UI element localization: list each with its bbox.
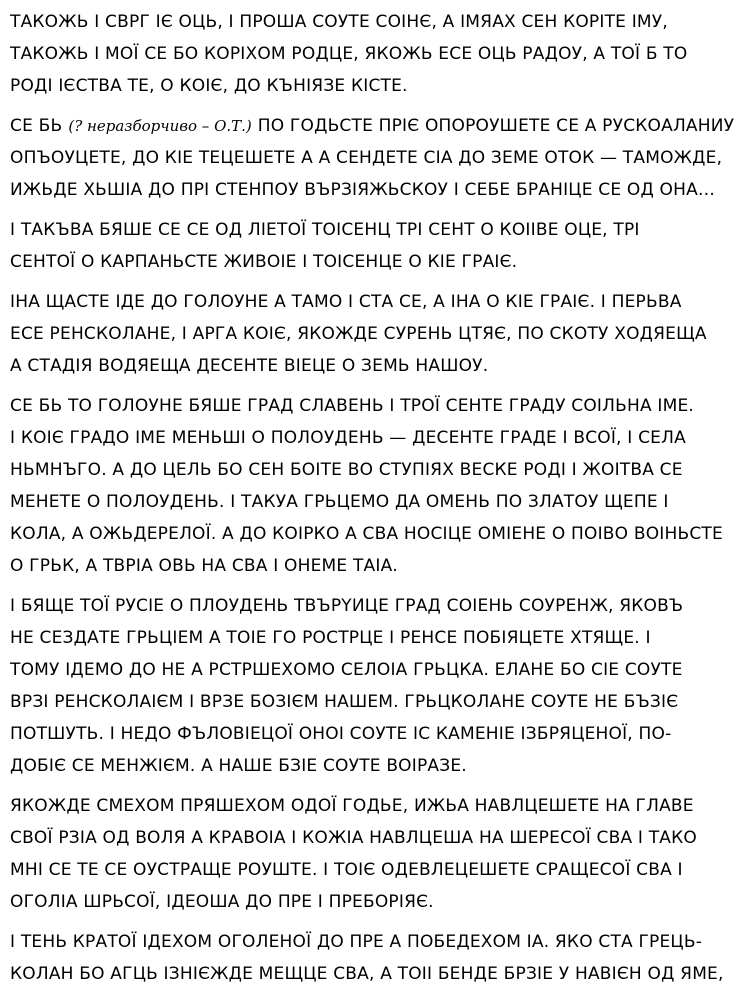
text-line: НЬМНЪГО. А ДО ЦЕЛЬ БО СЕН БОІТЕ ВО СТУПІЯХ ВЕСКЕ РОДІ І ЖОІТВА СЕ <box>10 460 683 480</box>
line-start: СЕ БЬ <box>10 116 63 136</box>
text-line: ИЖЬДЕ ХЬШІА ДО ПРІ СТЕНПОУ ВЪРЗІЯЖЬСКОУ І СЕБЕ БРАНІЦЕ СЕ ОД ОНА… <box>10 180 716 200</box>
text-line: ОГОЛІА ШРЬСОЇ, ІДЕОША ДО ПРЕ І ПРЕБОРІЯЄ. <box>10 892 434 912</box>
text-line: ДОБІЄ СЕ МЕНЖІЄМ. А НАШЕ БЗІЕ СОУТЕ ВОІРАЗЕ. <box>10 756 467 776</box>
text-line: О ГРЬК, А ТВРІА ОВЬ НА СВА І ОНЕМЕ ТАІА. <box>10 556 399 576</box>
text-line: МНІ СЕ ТЕ СЕ ОУСТРАЩЕ РОУШТЕ. І ТОІЄ ОДЕВЛЕЦЕШЕТЕ СРАЩЕСОЇ СВА І <box>10 860 683 880</box>
text-line: КОЛАН БО АГЦЬ ІЗНІЄЖДЕ МЕЩЦЕ СВА, А ТОІІ БЕНДЕ БРЗІЕ У НАВІЄН ОД ЯМЕ, <box>10 964 724 984</box>
text-line: МЕНЕТЕ О ПОЛОУДЕНЬ. І ТАКУА ГРЬЦЕМО ДА ОМЕНЬ ПО ЗЛАТОУ ЩЕПЕ І <box>10 492 669 512</box>
text-line: І ТАКЪВА БЯШЕ СЕ СЕ ОД ЛІЕТОЇ ТОІСЕНЦ ТРІ СЕНТ О КОІІВЕ ОЦЕ, ТРІ <box>10 220 640 240</box>
text-line: ТАКОЖЬ І СВРГ ІЄ ОЦЬ, І ПРОША СОУТЕ СОІНЄ, А ІМЯАХ СЕН КОРІТЕ ІМУ, <box>10 12 668 32</box>
paragraph-8 <box>10 926 724 990</box>
text-line <box>10 110 734 142</box>
text-line: НЕ СЕЗДАТЕ ГРЬЦІЕМ А ТОІЕ ГО РОСТРЦЕ І РЕНСЕ ПОБІЯЦЕТЕ ХТЯЩЕ. І <box>10 628 651 648</box>
text-line: ОПЪОУЦЕТЕ, ДО КІЕ ТЕЦЕШЕТЕ А А СЕНДЕТЕ СІА ДО ЗЕМЕ ОТОК — ТАМОЖДЕ, <box>10 148 723 168</box>
text-line: І ТЕНЬ КРАТОЇ ІДЕХОМ ОГОЛЕНОЇ ДО ПРЕ А ПОБЕДЕХОМ ІА. ЯКО СТА ГРЕЦЬ- <box>10 932 703 952</box>
text-line: ВРЗІ РЕНСКОЛАІЄМ І ВРЗЕ БОЗІЄМ НАШЕМ. ГРЬЦКОЛАНЕ СОУТЕ НЕ БЪЗІЄ <box>10 692 679 712</box>
text-line: ТАКОЖЬ І МОЇ СЕ БО КОРIХОМ РОДЦЕ, ЯКОЖЬ ЕСЕ ОЦЬ РАДОУ, А ТОЇ Б ТО <box>10 44 688 64</box>
text-line: ІНА ЩАСТЕ ІДЕ ДО ГОЛОУНЕ А ТАМО І СТА СЕ, А ІНА О КІЕ ГРАІЄ. І ПЕРЬВА <box>10 292 682 312</box>
text-line: СЕ БЬ ТО ГОЛОУНЕ БЯШЕ ГРАД СЛАВЕНЬ І ТРОЇ СЕНТЕ ГРАДУ СОІЛЬНА ІМЕ. <box>10 396 695 416</box>
text-line: І БЯЩЕ ТОЇ РУСІЕ О ПЛОУДЕНЬ ТВЪРYИЦЕ ГРАД СОІЕНЬ СОУРЕНЖ, ЯКОВЪ <box>10 596 684 616</box>
editor-note: (? неразборчиво – О.Т.) <box>68 117 252 135</box>
paragraph-1 <box>10 6 688 102</box>
text-line: ПОТШУТЬ. І НЕДО ФЪЛОВІЕЦОЇ ОНОІ СОУТЕ ІС КАМЕНІЕ ІЗБРЯЦЕНОЇ, ПО- <box>10 724 672 744</box>
text-line: А СТАДІЯ ВОДЯЕЩА ДЕСЕНТЕ ВІЕЦЕ О ЗЕМЬ НАШОУ. <box>10 356 489 376</box>
paragraph-3 <box>10 214 640 278</box>
text-line: СВОЇ РЗІА ОД ВОЛЯ А КРАВОІА І КОЖІА НАВЛЦЕША НА ШЕРЕСОЇ СВА І ТАКО <box>10 828 697 848</box>
paragraph-2 <box>10 110 734 206</box>
paragraph-6 <box>10 590 684 782</box>
paragraph-4 <box>10 286 707 382</box>
paragraph-7 <box>10 790 697 918</box>
text-line: ЕСЕ РЕНСКОЛАНЕ, І АРГА КОІЄ, ЯКОЖДЕ СУРЕНЬ ЦТЯЄ, ПО СКОТУ ХОДЯЕЩА <box>10 324 707 344</box>
text-line: ТОМУ ІДЕМО ДО НЕ А РСТРШЕХОМО СЕЛОІА ГРЬЦКА. ЕЛАНЕ БО СІЕ СОУТЕ <box>10 660 683 680</box>
text-line: РОДІ ІЄСТВА ТЕ, О КОІЄ, ДО КЪНІЯЗЕ КІСТЕ. <box>10 76 408 96</box>
text-line: КОЛА, А ОЖЬДЕРЕЛОЇ. А ДО КОІРКО А СВА НОСІЦЕ ОМІЕНЕ О ПОІВО ВОІНЬСТЕ <box>10 524 723 544</box>
text-line: І КОІЄ ГРАДО ІМЕ МЕНЬШІ О ПОЛОУДЕНЬ — ДЕСЕНТЕ ГРАДЕ І ВСОЇ, І СЕЛА <box>10 428 686 448</box>
text-line: СЕНТОЇ О КАРПАНЬСТЕ ЖИВОІЕ І ТОІСЕНЦЕ О КІЕ ГРАІЄ. <box>10 252 518 272</box>
paragraph-5 <box>10 390 723 582</box>
line-end: ПО ГОДЬСТЕ ПРІЄ ОПОРОУШЕТЕ СЕ А РУСКОАЛАНИУ <box>257 116 734 136</box>
document-page <box>10 6 734 986</box>
text-line: ЯКОЖДЕ СМЕХОМ ПРЯШЕХОМ ОДОЇ ГОДЬЕ, ИЖЬА НАВЛЦЕШЕТЕ НА ГЛАВЕ <box>10 796 694 816</box>
